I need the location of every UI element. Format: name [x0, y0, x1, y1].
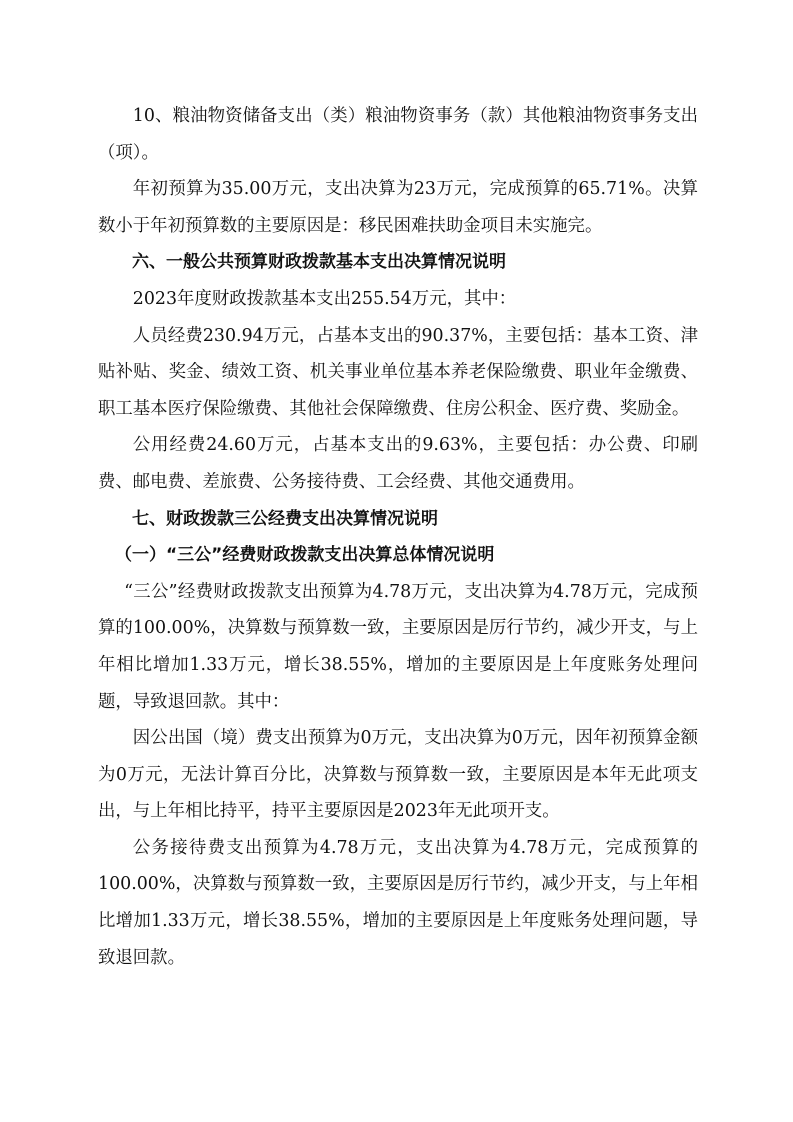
- paragraph-grain-oil-budget: 年初预算为35.00万元，支出决算为23万元，完成预算的65.71%。决算数小于年初预算数的主要原因是：移民困难扶助金项目未实施完。: [98, 179, 698, 236]
- document-body: [98, 98, 698, 976]
- paragraph-overseas-travel: 因公出国（境）费支出预算为0万元，支出决算为0万元，因年初预算金额为0万元，无法计算百分比，决算数与预算数一致，主要原因是本年无此项支出，与上年相比持平，持平主要原因是2023年无此项开支。: [98, 728, 698, 822]
- paragraph-grain-oil-item: 10、粮油物资储备支出（类）粮油物资事务（款）其他粮油物资事务支出（项）。: [98, 106, 698, 163]
- subsection-heading-three-public-overall: （一）“三公”经费财政拨款支出决算总体情况说明: [115, 545, 495, 566]
- section-heading-three-public: 七、财政拨款三公经费支出决算情况说明: [132, 508, 438, 529]
- paragraph-basic-expenditure-total: 2023年度财政拨款基本支出255.54万元，其中：: [132, 288, 517, 309]
- section-heading-basic-expenditure: 六、一般公共预算财政拨款基本支出决算情况说明: [132, 252, 506, 273]
- paragraph-three-public-overall: “三公”经费财政拨款支出预算为4.78万元，支出决算为4.78万元，完成预算的100.00%，决算数与预算数一致，主要原因是厉行节约，减少开支，与上年相比增加1.33万元，增长38.55%，增加的主要原因是上年度账务处理问题，导致退回款。其中：: [98, 581, 698, 712]
- paragraph-public-expenses: 公用经费24.60万元，占基本支出的9.63%，主要包括：办公费、印刷费、邮电费、差旅费、公务接待费、工会经费、其他交通费用。: [98, 435, 698, 492]
- paragraph-official-reception: 公务接待费支出预算为4.78万元，支出决算为4.78万元，完成预算的100.00%，决算数与预算数一致，主要原因是厉行节约，减少开支，与上年相比增加1.33万元，增长38.55%，增加的主要原因是上年度账务处理问题，导致退回款。: [98, 837, 698, 968]
- paragraph-personnel-expenses: 人员经费230.94万元，占基本支出的90.37%，主要包括：基本工资、津贴补贴、奖金、绩效工资、机关事业单位基本养老保险缴费、职业年金缴费、职工基本医疗保险缴费、其他社会保障缴费、住房公积金、医疗费、奖励金。: [98, 325, 698, 419]
